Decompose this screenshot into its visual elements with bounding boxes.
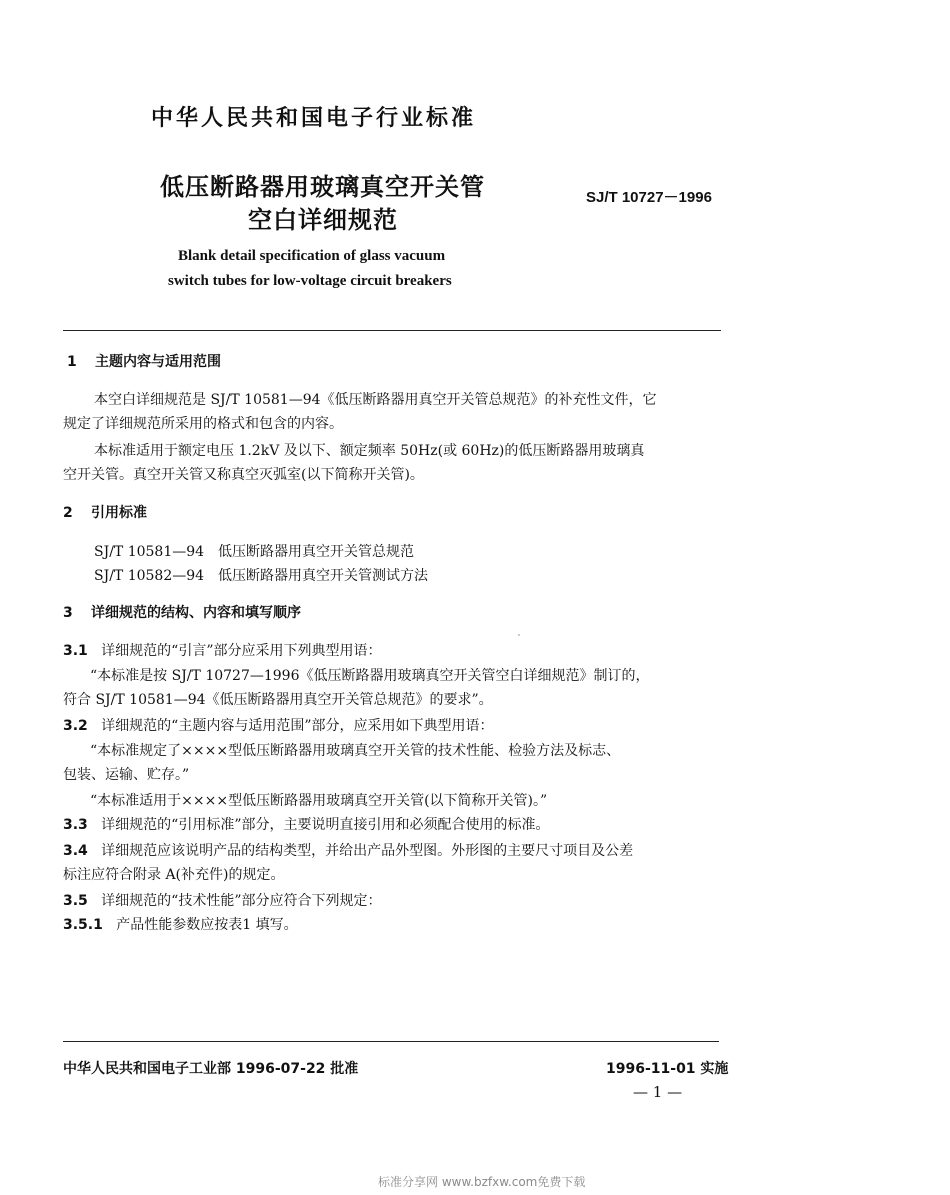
- clause-3-2-number: 3.2: [63, 718, 88, 734]
- clause-3-1-text: 详细规范的“引言”部分应采用下列典型用语：: [101, 643, 382, 659]
- clause-3-2-quote-line-3: “本标准适用于××××型低压断路器用玻璃真空开关管(以下简称开关管)。”: [90, 793, 548, 809]
- clause-3-1-quote-line-2: 符合 SJ/T 10581—94《低压断路器用真空开关管总规范》的要求”。: [63, 692, 493, 708]
- section-3-heading: [63, 602, 301, 622]
- clause-3-2-text: 详细规范的“主题内容与适用范围”部分，应采用如下典型用语：: [101, 718, 494, 734]
- clause-3-2: [63, 715, 494, 735]
- clause-3-5-1: [63, 914, 298, 934]
- clause-3-5: [63, 890, 382, 910]
- top-divider: [63, 330, 721, 331]
- header-organization: 中华人民共和国电子行业标准: [151, 106, 477, 131]
- clause-3-1-quote-line-1: “本标准是按 SJ/T 10727—1996《低压断路器用玻璃真空开关管空白详细规范》制订的，: [90, 668, 650, 684]
- clause-3-5-number: 3.5: [63, 893, 88, 909]
- reference-1: SJ/T 10581—94 低压断路器用真空开关管总规范: [94, 544, 415, 560]
- clause-3-3-number: 3.3: [63, 817, 88, 833]
- clause-3-4-text: 详细规范应该说明产品的结构类型，并给出产品外型图。外形图的主要尺寸项目及公差: [101, 843, 634, 859]
- clause-3-2-quote-line-2: 包装、运输、贮存。”: [63, 767, 190, 783]
- bottom-divider: [63, 1041, 719, 1042]
- clause-3-5-1-text: 产品性能参数应按表1 填写。: [116, 917, 298, 933]
- approval-line: 中华人民共和国电子工业部 1996-07-22 批准: [63, 1061, 359, 1077]
- section-1-number: 1: [67, 354, 77, 370]
- english-title-line-1: Blank detail specification of glass vacuum: [178, 248, 446, 264]
- scan-speck: [518, 634, 520, 636]
- clause-3-4-text-line-2: 标注应符合附录 A(补充件)的规定。: [63, 867, 285, 883]
- section-1-heading: [67, 351, 221, 371]
- section-1-para-2-line-2: 空开关管。真空开关管又称真空灭弧室(以下简称开关管)。: [63, 467, 424, 483]
- clause-3-1: [63, 640, 382, 660]
- section-1-para-1-line-2: 规定了详细规范所采用的格式和包含的内容。: [63, 416, 343, 432]
- document-title-line-1: 低压断路器用玻璃真空开关管: [160, 173, 485, 201]
- english-title-line-2: switch tubes for low-voltage circuit breakers: [168, 273, 452, 289]
- page-number: — 1 —: [633, 1083, 683, 1101]
- section-1-para-2-line-1: 本标准适用于额定电压 1.2kV 及以下、额定频率 50Hz(或 60Hz)的低压断路器用玻璃真: [94, 443, 645, 459]
- clause-3-3: [63, 814, 550, 834]
- section-1-para-1-line-1: 本空白详细规范是 SJ/T 10581—94《低压断路器用真空开关管总规范》的补充性文件，它: [94, 392, 657, 408]
- section-2-heading: [63, 502, 147, 522]
- section-1-title: 主题内容与适用范围: [95, 354, 221, 370]
- section-2-title: 引用标准: [91, 505, 147, 521]
- clause-3-4: [63, 840, 633, 860]
- standard-number: SJ/T 10727－1996: [586, 189, 712, 206]
- clause-3-4-number: 3.4: [63, 843, 88, 859]
- section-3-title: 详细规范的结构、内容和填写顺序: [91, 605, 301, 621]
- section-2-number: 2: [63, 505, 73, 521]
- document-title-line-2: 空白详细规范: [248, 206, 398, 234]
- section-3-number: 3: [63, 605, 73, 621]
- watermark-text: 标准分享网 www.bzfxw.com免费下载: [378, 1175, 586, 1189]
- clause-3-1-number: 3.1: [63, 643, 88, 659]
- clause-3-5-text: 详细规范的“技术性能”部分应符合下列规定：: [101, 893, 382, 909]
- clause-3-3-text: 详细规范的“引用标准”部分，主要说明直接引用和必须配合使用的标准。: [101, 817, 550, 833]
- clause-3-2-quote-line-1: “本标准规定了××××型低压断路器用玻璃真空开关管的技术性能、检验方法及标志、: [90, 743, 621, 759]
- clause-3-5-1-number: 3.5.1: [63, 917, 103, 933]
- effective-date: 1996-11-01 实施: [606, 1061, 729, 1077]
- reference-2: SJ/T 10582—94 低压断路器用真空开关管测试方法: [94, 568, 429, 584]
